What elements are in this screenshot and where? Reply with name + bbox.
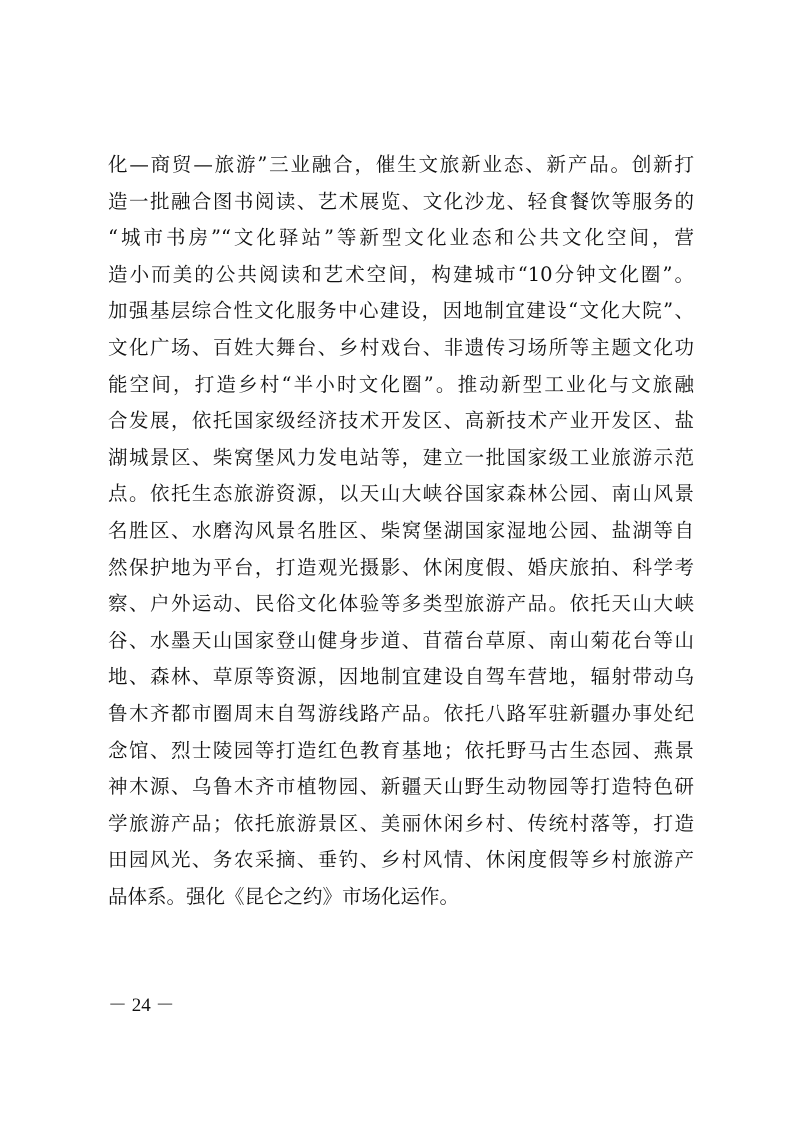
text-line: 察、户外运动、民俗文化体验等多类型旅游产品。依托天山大峡	[108, 592, 694, 616]
page-number: － 24 －	[108, 995, 175, 1016]
body-text	[108, 147, 694, 915]
text-line: 点。依托生态旅游资源，以天山大峡谷国家森林公园、南山风景	[108, 482, 694, 506]
text-line: 地、森林、草原等资源，因地制宜建设自驾车营地，辐射带动乌	[108, 665, 694, 689]
text-line: 学旅游产品；依托旅游景区、美丽休闲乡村、传统村落等，打造	[108, 811, 694, 835]
text-line: 能空间，打造乡村“半小时文化圈”。推动新型工业化与文旅融	[108, 372, 694, 396]
text-line: 念馆、烈士陵园等打造红色教育基地；依托野马古生态园、燕景	[108, 738, 694, 762]
text-line: 造一批融合图书阅读、艺术展览、文化沙龙、轻食餐饮等服务的	[108, 189, 694, 213]
text-line: 造小而美的公共阅读和艺术空间，构建城市“10分钟文化圈”。	[108, 262, 694, 286]
text-line: 文化广场、百姓大舞台、乡村戏台、非遗传习场所等主题文化功	[108, 335, 694, 359]
text-line: 加强基层综合性文化服务中心建设，因地制宜建设“文化大院”、	[108, 299, 694, 323]
text-line: 湖城景区、柴窝堡风力发电站等，建立一批国家级工业旅游示范	[108, 445, 694, 469]
text-line: 然保护地为平台，打造观光摄影、休闲度假、婚庆旅拍、科学考	[108, 555, 694, 579]
text-line: 谷、水墨天山国家登山健身步道、苜蓿台草原、南山菊花台等山	[108, 628, 694, 652]
text-line: 田园风光、务农采摘、垂钓、乡村风情、休闲度假等乡村旅游产	[108, 848, 694, 872]
text-line: 名胜区、水磨沟风景名胜区、柴窝堡湖国家湿地公园、盐湖等自	[108, 518, 694, 542]
text-line: 化—商贸—旅游”三业融合，催生文旅新业态、新产品。创新打	[108, 153, 694, 176]
text-line: 品体系。强化《昆仑之约》市场化运作。	[108, 884, 460, 908]
text-line: “城市书房”“文化驿站”等新型文化业态和公共文化空间，营	[108, 226, 694, 250]
text-line: 神木源、乌鲁木齐市植物园、新疆天山野生动物园等打造特色研	[108, 775, 694, 799]
text-line: 鲁木齐都市圈周末自驾游线路产品。依托八路军驻新疆办事处纪	[108, 701, 694, 725]
text-line: 合发展，依托国家级经济技术开发区、高新技术产业开发区、盐	[108, 409, 694, 433]
